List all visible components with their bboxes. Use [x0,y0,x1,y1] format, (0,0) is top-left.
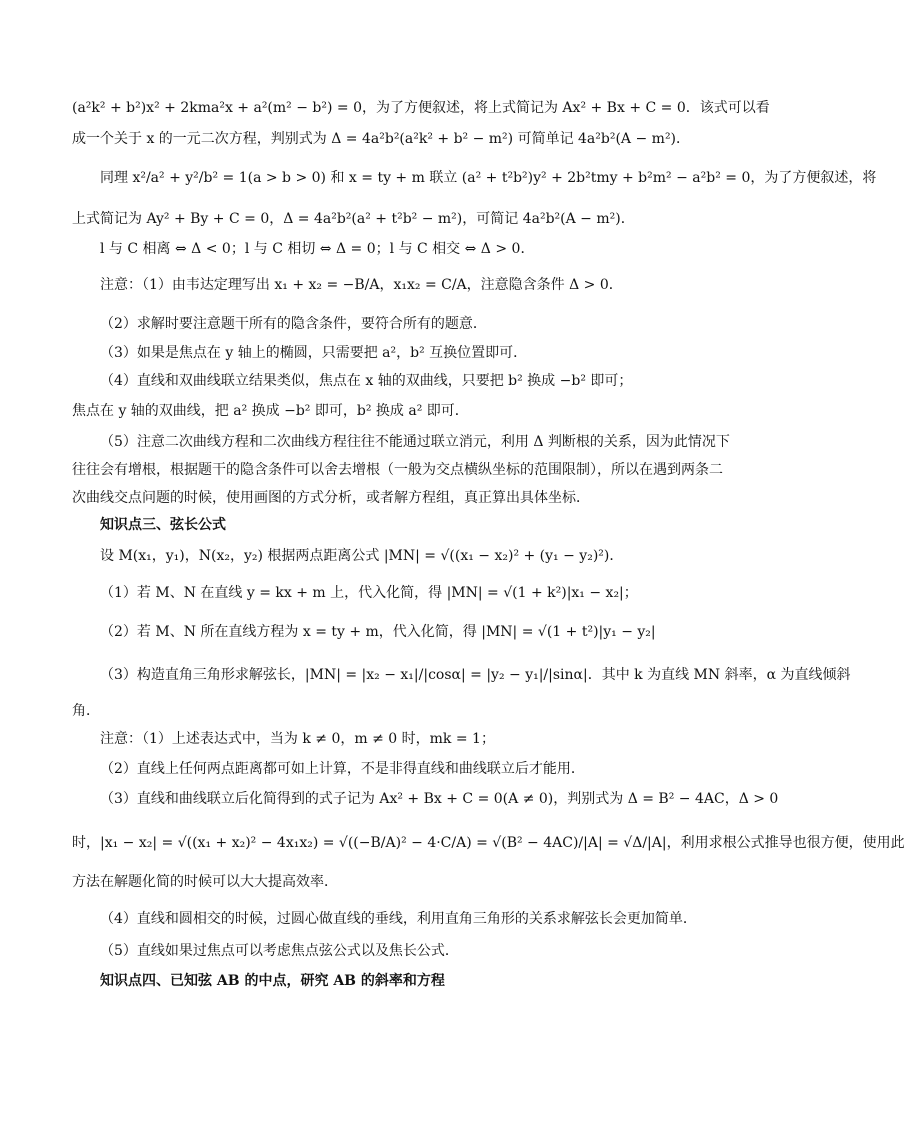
chord-note-3: （3）直线和曲线联立后化简得到的式子记为 Ax² + Bx + C = 0(A ≠ 0)，判别式为 Δ = B² − 4AC，Δ > 0 [100,791,779,807]
chord-note-5: （5）直线如果过焦点可以考虑焦点弦公式以及焦长公式． [100,943,459,959]
chord-note-3-cont: 方法在解题化简的时候可以大大提高效率． [72,874,338,890]
text-line-5: l 与 C 相离 ⇔ Δ < 0；l 与 C 相切 ⇔ Δ = 0；l 与 C 相交 ⇔ Δ > 0． [100,241,535,257]
text-line-1: (a²k² + b²)x² + 2kma²x + a²(m² − b²) = 0，为了方便叙述，将上式简记为 Ax² + Bx + C = 0．该式可以看 [72,100,770,116]
note-5-cont-2: 次曲线交点问题的时候，使用画图的方式分析，或者解方程组，真正算出具体坐标． [72,490,590,506]
note-2: （2）求解时要注意题干所有的隐含条件，要符合所有的题意． [100,316,487,332]
text-line-3: 同理 x²/a² + y²/b² = 1(a > b > 0) 和 x = ty + m 联立 (a² + t²b²)y² + 2b²tmy + b²m² − a²b² = 0，为了方便叙述，将 [100,170,877,186]
chord-intro: 设 M(x₁，y₁)，N(x₂，y₂) 根据两点距离公式 |MN| = √((x₁ − x₂)² + (y₁ − y₂)²)． [100,548,624,564]
chord-case-3: （3）构造直角三角形求解弦长，|MN| = |x₂ − x₁|/|cosα| = |y₂ − y₁|/|sinα|．其中 k 为直线 MN 斜率，α 为直线倾斜 [100,667,851,683]
chord-note-3-formula: 时，|x₁ − x₂| = √((x₁ + x₂)² − 4x₁x₂) = √((−B/A)² − 4·C/A) = √(B² − 4AC)/|A| = √Δ/|A|，利用求根公式推导也很方便，使用此 [72,835,905,851]
note-4-cont: 焦点在 y 轴的双曲线，把 a² 换成 −b² 即可，b² 换成 a² 即可． [72,403,469,419]
note-1: 注意：（1）由韦达定理写出 x₁ + x₂ = −B/A，x₁x₂ = C/A，注意隐含条件 Δ > 0． [100,277,623,293]
chord-case-2: （2）若 M、N 所在直线方程为 x = ty + m，代入化简，得 |MN| = √(1 + t²)|y₁ − y₂| [100,624,656,640]
chord-note-4: （4）直线和圆相交的时候，过圆心做直线的垂线，利用直角三角形的关系求解弦长会更加简单． [100,911,697,927]
text-line-4: 上式简记为 Ay² + By + C = 0，Δ = 4a²b²(a² + t²b² − m²)，可简记 4a²b²(A − m²)． [72,211,635,227]
section-heading-4: 知识点四、已知弦 AB 的中点，研究 AB 的斜率和方程 [100,973,445,989]
note-3: （3）如果是焦点在 y 轴上的椭圆，只需要把 a²，b² 互换位置即可． [100,345,528,361]
note-5-cont-1: 往往会有增根，根据题干的隐含条件可以舍去增根（一般为交点横纵坐标的范围限制），所以在遇到两条二 [72,462,723,478]
note-4: （4）直线和双曲线联立结果类似，焦点在 x 轴的双曲线，只要把 b² 换成 −b² 即可； [100,373,633,389]
section-heading-3: 知识点三、弦长公式 [100,517,226,533]
chord-case-3-cont: 角． [72,703,100,719]
chord-note-1: 注意：（1）上述表达式中，当为 k ≠ 0，m ≠ 0 时，mk = 1； [100,731,495,747]
chord-case-1: （1）若 M、N 在直线 y = kx + m 上，代入化简，得 |MN| = √(1 + k²)|x₁ − x₂|； [100,585,638,601]
text-line-2: 成一个关于 x 的一元二次方程，判别式为 Δ = 4a²b²(a²k² + b² − m²) 可简单记 4a²b²(A − m²)． [72,131,691,147]
chord-note-2: （2）直线上任何两点距离都可如上计算，不是非得直线和曲线联立后才能用． [100,761,585,777]
note-5: （5）注意二次曲线方程和二次曲线方程往往不能通过联立消元，利用 Δ 判断根的关系，因为此情况下 [100,434,730,450]
